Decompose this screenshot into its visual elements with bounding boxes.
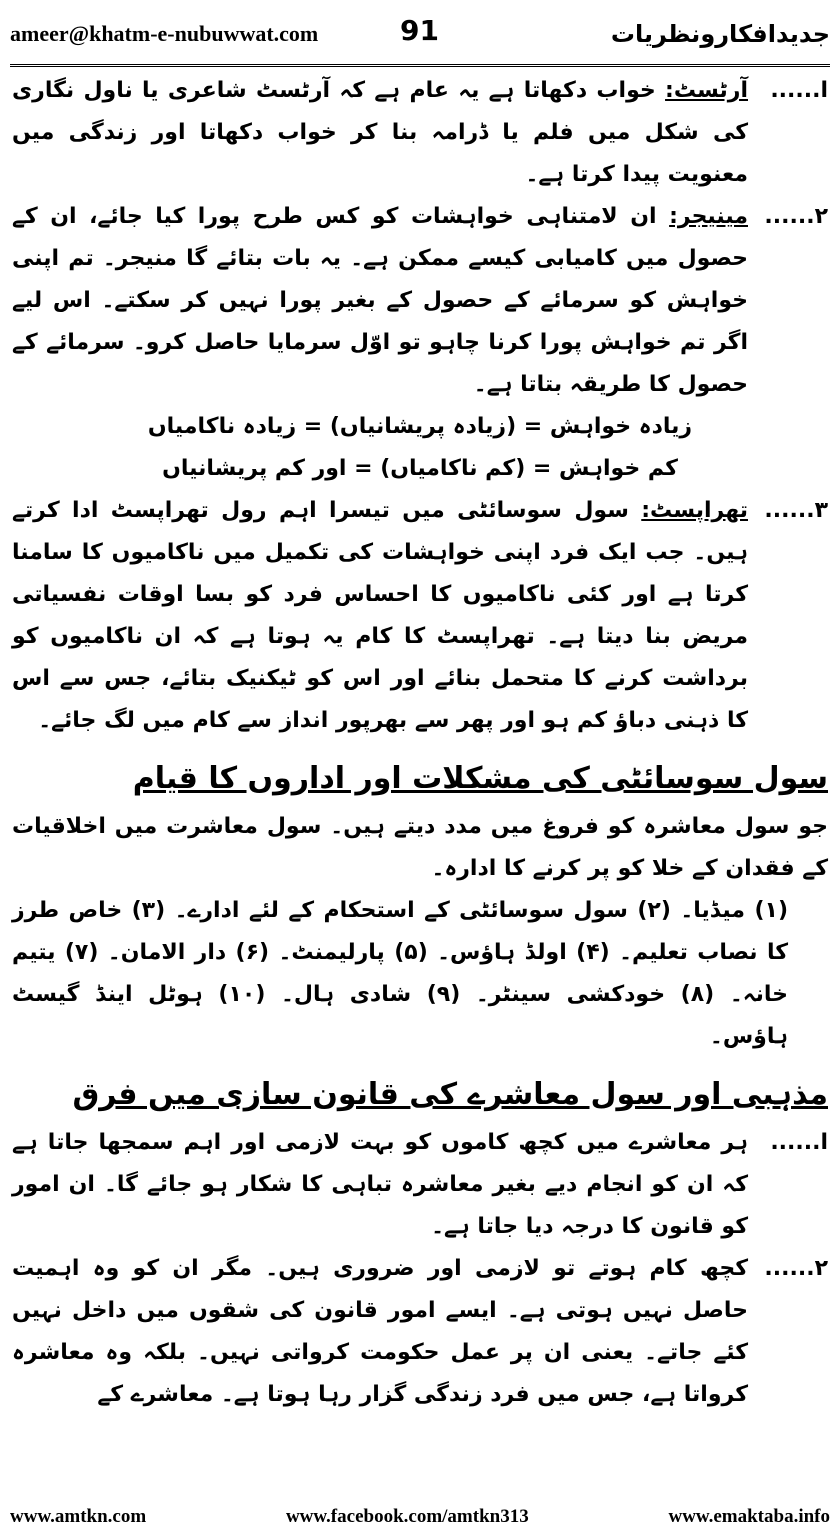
section-heading: سول سوسائٹی کی مشکلات اور اداروں کا قیام (132, 761, 828, 796)
footer-link-site1[interactable]: www.amtkn.com (10, 1506, 147, 1527)
page-number: 91 (400, 14, 439, 47)
list-item (12, 490, 828, 742)
item-number: ۲...... (764, 204, 828, 229)
item-number: ۲...... (764, 1256, 828, 1281)
item-term: مینیجر: (669, 204, 748, 229)
item-number: ا...... (770, 1130, 828, 1155)
book-title: جدیدافکارونظریات (610, 20, 830, 48)
list-item (12, 1248, 828, 1416)
item-body: خواب دکھاتا ہے یہ عام ہے کہ آرٹسٹ شاعری یا ناول نگاری کی شکل میں فلم یا ڈرامہ بنا کر خواب دکھاتا اور زندگی میں معنویت پیدا کرتا ہے۔ (12, 78, 748, 187)
formula-line: زیادہ خواہش = (زیادہ پریشانیاں) = زیادہ ناکامیاں (147, 414, 693, 439)
item-text (12, 490, 748, 742)
item-text (12, 70, 748, 196)
item-body: سول سوسائٹی میں تیسرا اہم رول تھراپسٹ ادا کرتے ہیں۔ جب ایک فرد اپنی خواہشات کی تکمیل میں ناکامیوں کا سامنا کرتا ہے اور کئی ناکامیوں کا احساس فرد کو بسا اوقات نفسیاتی مریض بنا دیتا ہے۔ تھراپسٹ کا کام یہ ہوتا ہے کہ ان ناکامیوں کو برداشت کرنے کا متحمل بنائے اور اس کو ٹیکنیک بتائے، جس سے اس کا ذہنی دباؤ کم ہو اور پھر سے بھرپور انداز سے کام میں لگ جائے۔ (12, 498, 748, 733)
page-footer (10, 1506, 830, 1532)
paragraph: جو سول معاشرہ کو فروغ میں مدد دیتے ہیں۔ سول معاشرت میں اخلاقیات کے فقدان کے خلا کو پر کرنے کا ادارہ۔ (12, 814, 828, 881)
header-email[interactable]: ameer@khatm-e-nubuwwat.com (10, 21, 319, 46)
item-term: آرٹسٹ: (665, 78, 748, 103)
formula-line: کم خواہش = (کم ناکامیاں) = اور کم پریشانیاں (162, 456, 678, 481)
item-term: تھراپسٹ: (641, 498, 748, 523)
list-item (12, 196, 828, 406)
footer-link-site2[interactable]: www.emaktaba.info (668, 1506, 830, 1527)
item-text (12, 196, 748, 406)
list-item (12, 70, 828, 196)
item-number: ا...... (770, 78, 828, 103)
page-header (10, 14, 830, 54)
list-item (12, 1122, 828, 1248)
item-body: ان لامتناہی خواہشات کو کس طرح پورا کیا جائے، ان کے حصول میں کامیابی کیسے ممکن ہے۔ یہ بات بتائے گا منیجر۔ تم اپنی خواہش کو سرمائے کے حصول کے بغیر پورا نہیں کر سکتے۔ اس لیے اگر تم خواہش پورا کرنا چاہو تو اوّل سرمایا حاصل کرو۔ سرمائے کے حصول کا طریقہ بتاتا ہے۔ (12, 204, 748, 397)
section-heading: مذہبی اور سول معاشرے کی قانون سازی میں فرق (72, 1077, 828, 1112)
page-body (12, 70, 828, 1416)
item-number: ۳...... (764, 498, 828, 523)
item-body: کچھ کام ہوتے تو لازمی اور ضروری ہیں۔ مگر ان کو وہ اہمیت حاصل نہیں ہوتی ہے۔ ایسے امور قانون کی شقوں میں داخل نہیں کئے جاتے۔ یعنی ان پر عمل حکومت کرواتی نہیں۔ بلکہ وہ معاشرہ کرواتا ہے، جس میں فرد زندگی گزار رہا ہوتا ہے۔ معاشرے کے (12, 1256, 748, 1407)
paragraph: (۱) میڈیا۔ (۲) سول سوسائٹی کے استحکام کے لئے ادارے۔ (۳) خاص طرز کا نصاب تعلیم۔ (۴) اولڈ ہاؤس۔ (۵) پارلیمنٹ۔ (۶) دار الامان۔ (۷) یتیم خانہ۔ (۸) خودکشی سینٹر۔ (۹) شادی ہال۔ (۱۰) ہوٹل اینڈ گیسٹ ہاؤس۔ (12, 898, 789, 1049)
item-body: ہر معاشرے میں کچھ کاموں کو بہت لازمی اور اہم سمجھا جاتا ہے کہ ان کو انجام دیے بغیر معاشرہ تباہی کا شکار ہو جائے گا۔ ان امور کو قانون کا درجہ دیا جاتا ہے۔ (12, 1130, 748, 1239)
footer-link-facebook[interactable]: www.facebook.com/amtkn313 (285, 1506, 529, 1527)
